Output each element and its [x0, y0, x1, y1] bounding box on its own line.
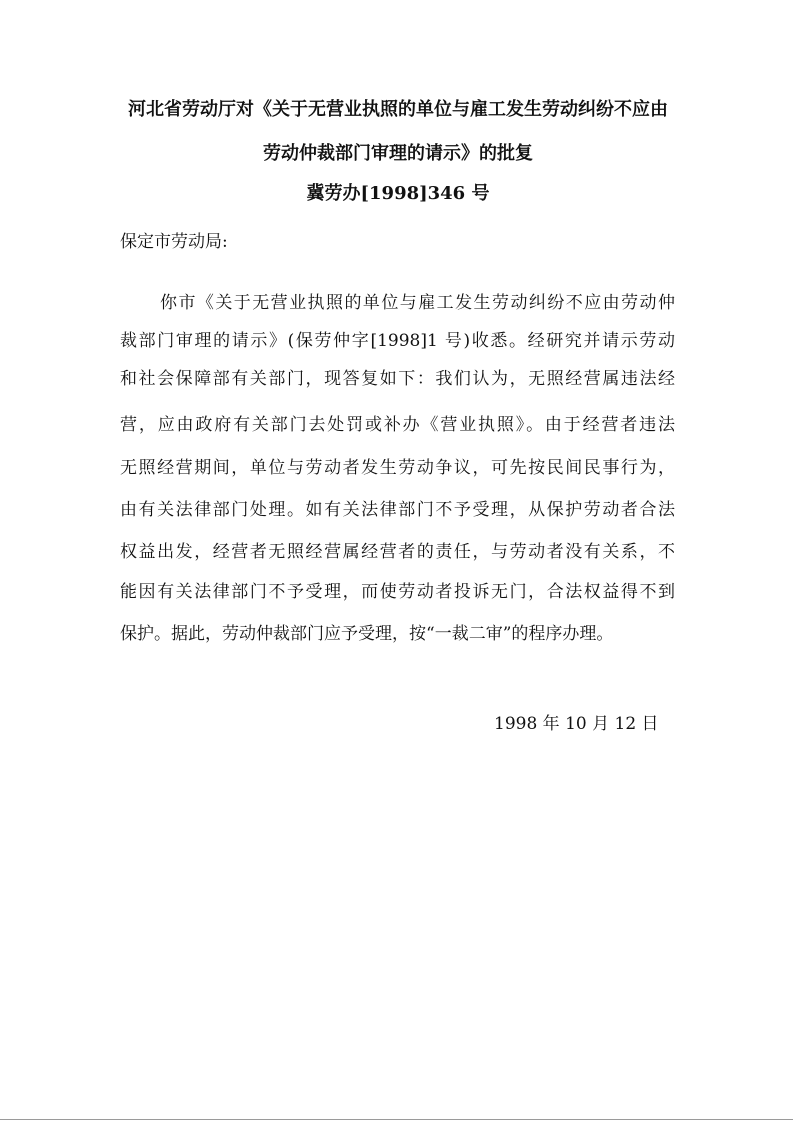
- body-line: 无照经营期间，单位与劳动者发生劳动争议，可先按民间民事行为，: [120, 458, 675, 478]
- salutation: 保定市劳动局:: [120, 232, 228, 252]
- body-line: 能因有关法律部门不予受理，而使劳动者投诉无门，合法权益得不到: [120, 582, 675, 602]
- document-date: 1998 年 10 月 12 日: [494, 714, 659, 734]
- body-line: 营，应由政府有关部门去处罚或补办《营业执照》。由于经营者违法: [120, 415, 675, 435]
- body-line: 由有关法律部门处理。如有关法律部门不予受理，从保护劳动者合法: [120, 500, 675, 520]
- body-line: 你市《关于无营业执照的单位与雇工发生劳动纠纷不应由劳动仲: [160, 293, 675, 313]
- body-line: 权益出发，经营者无照经营属经营者的责任，与劳动者没有关系，不: [120, 542, 675, 562]
- body-line: 和社会保障部有关部门，现答复如下：我们认为，无照经营属违法经: [120, 369, 675, 389]
- document-title-line-2: 劳动仲裁部门审理的请示》的批复: [263, 143, 533, 164]
- document-number: 冀劳办[1998]346 号: [306, 183, 490, 204]
- body-line: 裁部门审理的请示》(保劳仲字[1998]1 号)收悉。经研究并请示劳动: [120, 331, 675, 351]
- body-line: 保护。据此，劳动仲裁部门应予受理，按“一裁二审”的程序办理。: [120, 624, 614, 644]
- page-bottom-rule: [0, 1119, 793, 1120]
- document-title-line-1: 河北省劳动厅对《关于无营业执照的单位与雇工发生劳动纠纷不应由: [128, 99, 668, 120]
